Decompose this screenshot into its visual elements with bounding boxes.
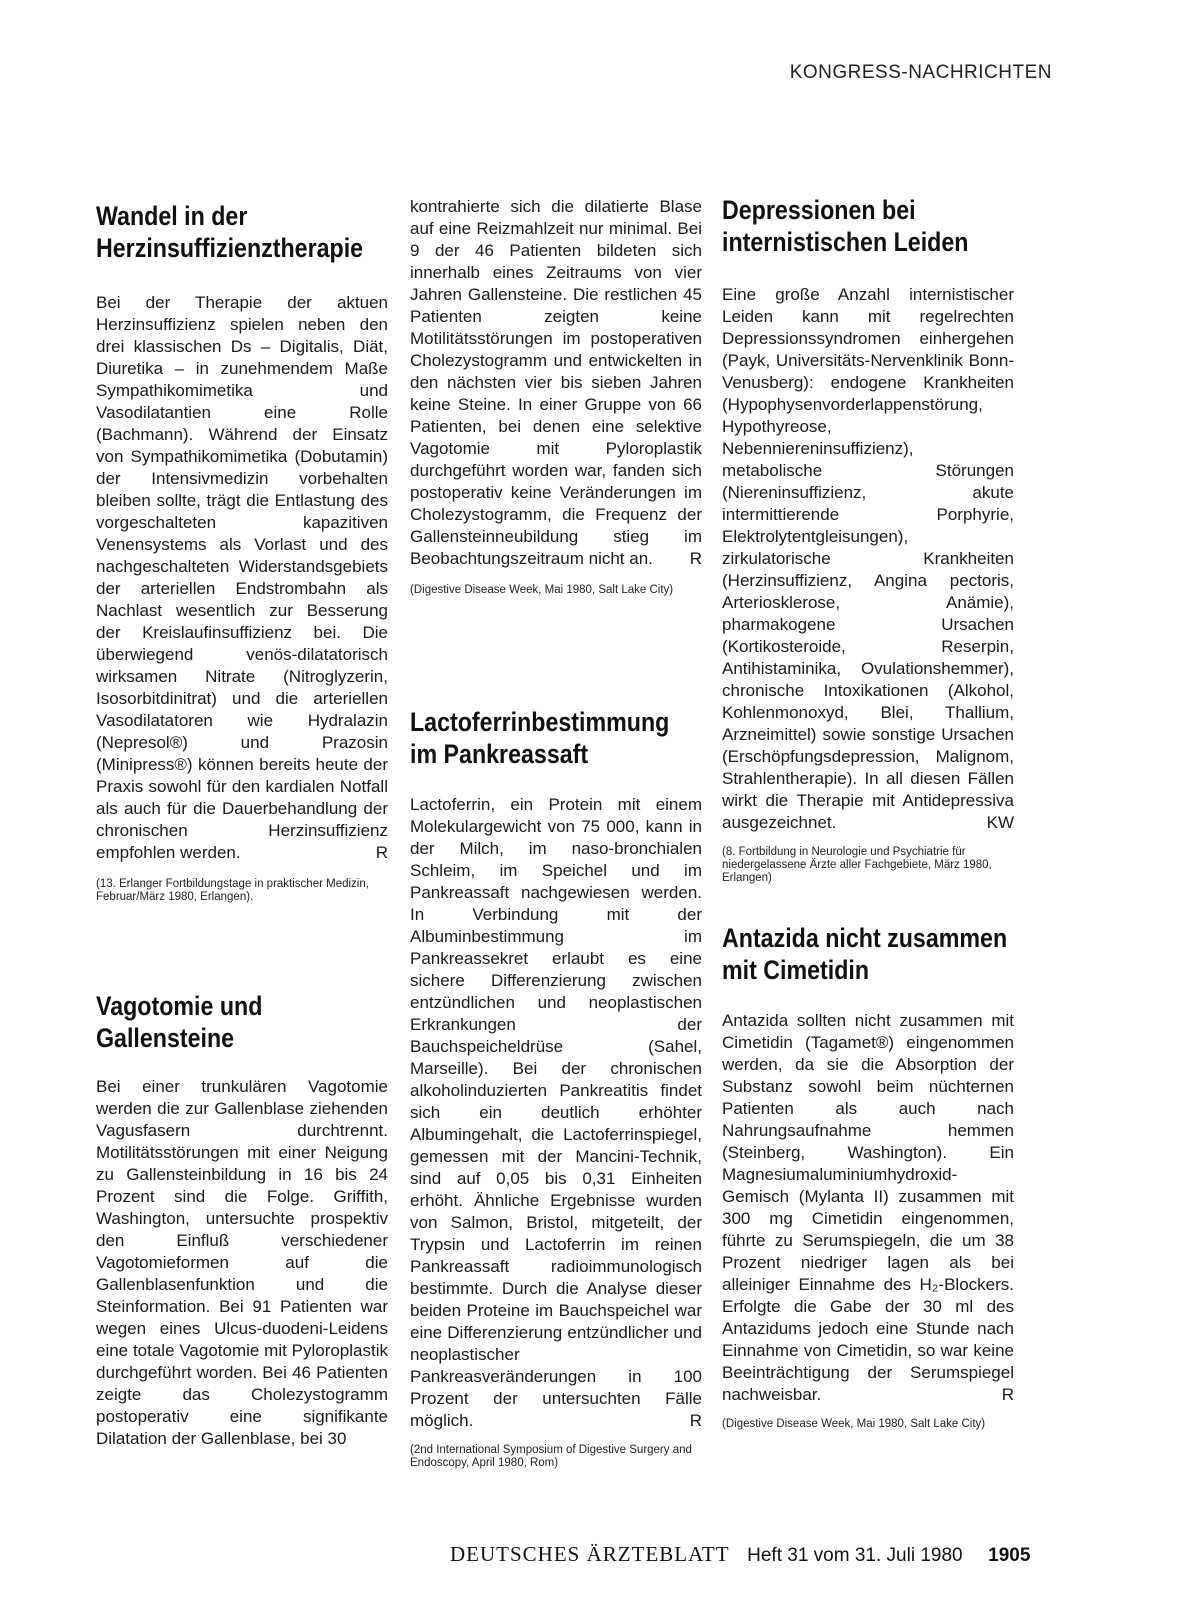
author-signature: R bbox=[1001, 1385, 1014, 1404]
article-source: (2nd International Symposium of Digestive Surgery and Endoscopy, April 1980, Rom) bbox=[410, 1444, 692, 1469]
article-title: Depressionen bei internistischen Leiden bbox=[722, 195, 969, 257]
article-source: (Digestive Disease Week, Mai 1980, Salt Lake City) bbox=[722, 1418, 986, 1430]
article-title: Vagotomie und Gallensteine bbox=[96, 991, 263, 1053]
article-lactoferrin bbox=[410, 706, 702, 1470]
author-signature: R bbox=[689, 1411, 702, 1430]
article-title: Antazida nicht zusammen mit Cimetidin bbox=[722, 923, 1008, 985]
journal-name: DEUTSCHES ÄRZTEBLATT bbox=[450, 1542, 730, 1566]
page-number: 1905 bbox=[988, 1545, 1031, 1566]
article-herzinsuffizienz bbox=[96, 200, 388, 904]
article-body: Bei einer trunkulären Vagotomie werden die zur Gallenblase ziehenden Vagusfasern durchtrennt. Motilitätsstörungen mit einer Neigung zu Gallensteinbildung in 16 bis 24 Prozent sind die Folge. Griffith, Washington, untersuchte prospektiv den Einfluß verschiedener Vagotomieformen auf die Gallenblasenfunktion und die Steinformation. Bei 91 Patienten war wegen eines Ulcus-duodeni-Leidens eine totale Vagotomie mit Pyloroplastik durchgeführt worden. Bei 46 Patienten zeigte das Cholezystogramm postoperativ eine signifikante Dilatation der Gallenblase, bei 30 bbox=[96, 1077, 388, 1448]
author-signature: R bbox=[689, 549, 702, 568]
article-body: Antazida sollten nicht zusammen mit Cimetidin (Tagamet®) eingenommen werden, da sie die Absorption der Substanz sowohl beim nüchternen Patienten als auch nach Nahrungsaufnahme hemmen (Steinberg, Washington). Ein Magnesiumaluminiumhydroxid-Gemisch (Mylanta II) zusammen mit 300 mg Cimetidin eingenommen, führte zu Serumspiegeln, die um 38 Prozent niedriger lagen als bei alleiniger Einnahme des H₂-Blockers. Erfolgte die Gabe der 30 ml des Antazidums jedoch eine Stunde nach Einnahme von Cimetidin, so war keine Beeinträchtigung der Serumspiegel nachweisbar. R bbox=[722, 1011, 1014, 1404]
article-body-continued: kontrahierte sich die dilatierte Blase auf eine Reizmahlzeit nur minimal. Bei 9 der 46 Patienten bildeten sich innerhalb eines Zeitraums von vier Jahren Gallensteine. Die restlichen 45 Patienten zeigten keine Motilitätsstörungen im postoperativen Cholezystogramm und entwickelten in den nächsten vier bis sieben Jahren keine Steine. In einer Gruppe von 66 Patienten, bei denen eine selektive Vagotomie mit Pyloroplastik durchgeführt worden war, fanden sich postoperativ keine Veränderungen im Cholezystogramm, die Frequenz der Gallensteinneubildung stieg im Beobachtungszeitraum nicht an. R bbox=[410, 197, 702, 568]
article-body: Eine große Anzahl internistischer Leiden kann mit regelrechten Depressionssyndromen einhergehen (Payk, Universitäts-Nervenklinik Bonn-Venusberg): endogene Krankheiten (Hypophysenvorderlappenstörung, Hypothyreose, Nebenniereninsuffizienz), metabolische Störungen (Niereninsuffizienz, akute intermittierende Porphyrie, Elektrolytentgleisungen), zirkulatorische Krankheiten (Herzinsuffizienz, Angina pectoris, Arteriosklerose, Anämie), pharmakogene Ursachen (Kortikosteroide, Reserpin, Antihistaminika, Ovulationshemmer), chronische Intoxikationen (Alkohol, Kohlenmonoxyd, Blei, Thallium, Arzneimittel) sowie sonstige Ursachen (Erschöpfungsdepression, Malignom, Strahlentherapie). In all diesen Fällen wirkt die Therapie mit Antidepressiva ausgezeichnet. KW bbox=[722, 285, 1014, 832]
article-title: Wandel in der Herzinsuffizienztherapie bbox=[96, 201, 364, 263]
section-header: KONGRESS-NACHRICHTEN bbox=[789, 62, 1052, 83]
article-vagotomie-continued bbox=[410, 196, 702, 597]
article-title: Lactoferrinbestimmung im Pankreassaft bbox=[410, 707, 670, 769]
article-source: (Digestive Disease Week, Mai 1980, Salt Lake City) bbox=[410, 584, 674, 596]
article-source: (13. Erlanger Fortbildungstage in praktischer Medizin, Februar/März 1980, Erlangen). bbox=[96, 878, 369, 903]
issue-info: Heft 31 vom 31. Juli 1980 bbox=[747, 1545, 963, 1566]
article-depressionen bbox=[722, 194, 1014, 885]
article-body: Bei der Therapie der aktuen Herzinsuffizienz spielen neben den drei klassischen Ds – Digitalis, Diät, Diuretika – in zunehmendem Maße Sympathikomimetika und Vasodilatantien eine Rolle (Bachmann). Während der Einsatz von Sympathikomimetika (Dobutamin) der Intensivmedizin vorbehalten bleiben sollte, trägt die Entlastung des vorgeschalteten kapazitiven Venensystems als Vorlast und des nachgeschalteten Widerstandsgebiets der arteriellen Endstrombahn als Nachlast wesentlich zur Besserung der Kreislaufinsuffizienz bei. Die überwiegend venös-dilatatorisch wirksamen Nitrate (Nitroglyzerin, Isosorbitdinitrat) und die arteriellen Vasodilatatoren wie Hydralazin (Nepresol®) und Prazosin (Minipress®) können bereits heute der Praxis sowohl für den kardialen Notfall als auch für die Dauerbehandlung der chronischen Herzinsuffizienz empfohlen werden. R bbox=[96, 293, 388, 862]
article-antazida bbox=[722, 922, 1014, 1431]
page-footer bbox=[450, 1542, 1030, 1567]
article-source: (8. Fortbildung in Neurologie und Psychiatrie für niedergelassene Ärzte aller Fachgebiete, März 1980, Erlangen) bbox=[722, 846, 992, 884]
article-body: Lactoferrin, ein Protein mit einem Molekulargewicht von 75 000, kann in der Milch, im naso-bronchialen Schleim, im Speichel und im Pankreassaft nachgewiesen werden. In Verbindung mit der Albuminbestimmung im Pankreassekret erlaubt es eine sichere Differenzierung zwischen entzündlichen und neoplastischen Erkrankungen der Bauchspeicheldrüse (Sahel, Marseille). Bei der chronischen alkoholinduzierten Pankreatitis findet sich ein deutlich erhöhter Albumingehalt, die Lactoferrinspiegel, gemessen mit der Mancini-Technik, sind auf 0,05 bis 0,31 Einheiten erhöht. Ähnliche Ergebnisse wurden von Salmon, Bristol, mitgeteilt, der Trypsin und Lactoferrin im reinen Pankreassaft radioimmunologisch bestimmte. Durch die Analyse dieser beiden Proteine im Bauchspeichel war eine Differenzierung entzündlicher und neoplastischer Pankreasveränderungen in 100 Prozent der untersuchten Fälle möglich. R bbox=[410, 795, 702, 1430]
article-vagotomie bbox=[96, 990, 388, 1450]
author-signature: KW bbox=[986, 813, 1014, 832]
author-signature: R bbox=[375, 843, 388, 862]
